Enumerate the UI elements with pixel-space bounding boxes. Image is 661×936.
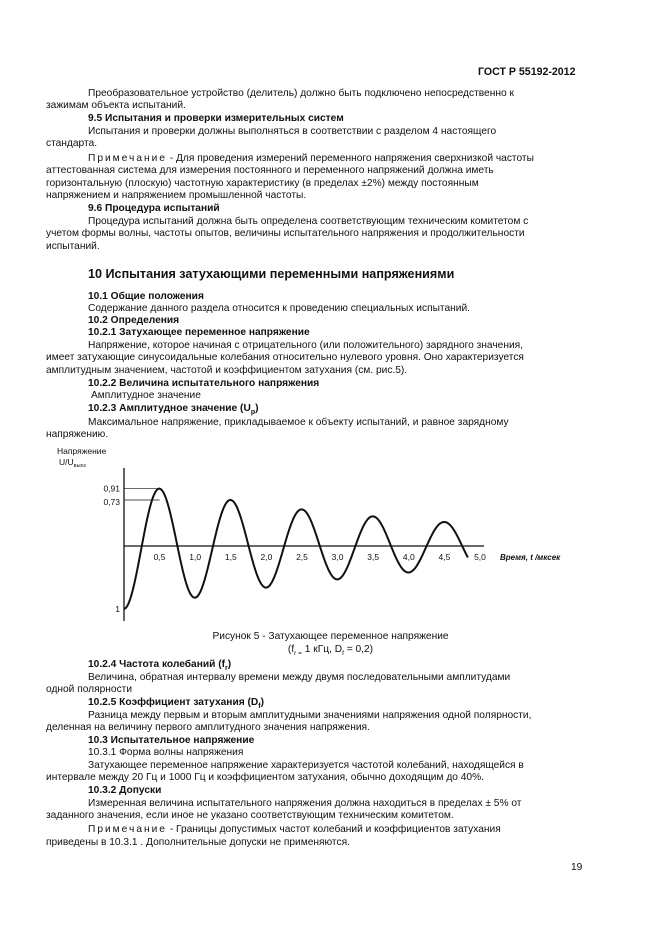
paragraph-line: Величина, обратная интервалу времени между двумя последовательными амплитудами — [88, 672, 511, 683]
paragraph-line: Амплитудное значение — [91, 390, 201, 401]
paragraph-line: Содержание данного раздела относится к проведению специальных испытаний. — [88, 303, 470, 314]
paragraph-line: одной полярности — [46, 684, 133, 695]
x-axis-label: Время, t /мксек — [500, 553, 561, 562]
subsection-title: 10.2.2 Величина испытательного напряжения — [88, 378, 320, 389]
note-line: Примечание - Для проведения измерений переменного напряжения сверхнизкой частоты — [88, 153, 534, 164]
note-line: приведены в 10.3.1 . Дополнительные допуски не применяются. — [46, 837, 350, 848]
x-tick-label: 3,5 — [367, 552, 380, 562]
figure-caption: Рисунок 5 - Затухающее переменное напряжение — [212, 631, 449, 642]
paragraph-line: заданного значения, если иное не указано соответствующим техническим комитетом. — [46, 810, 454, 821]
subsection-title: 10.3.2 Допуски — [88, 785, 162, 796]
x-tick-label: 2,5 — [296, 552, 308, 562]
x-tick-label: 3,0 — [331, 552, 344, 562]
subsection-title: 10.2.3 Амплитудное значение $(U_p)$ — [88, 403, 259, 417]
subsection-title: 10.2.1 Затухающее переменное напряжение — [88, 327, 310, 338]
x-tick-label: 4,0 — [402, 552, 415, 562]
paragraph-line: учетом формы волны, частоты опытов, величины испытательного напряжения и продолжительности — [46, 228, 525, 239]
paragraph-line: 10.3.1 Форма волны напряжения — [88, 747, 244, 758]
figure-parameters: ($f_{r =}$ 1 кГц, $D_f = 0,2$) — [287, 644, 374, 658]
x-tick-label: 1,5 — [224, 552, 237, 562]
section-title: 10 Испытания затухающими переменными напряжениями — [88, 267, 455, 281]
paragraph-line: Преобразовательное устройство (делитель) должно быть подключено непосредственно к — [88, 88, 514, 99]
y-axis-label-unit: $U/U_{выхз}$ — [59, 457, 86, 469]
paragraph-line: стандарта. — [46, 138, 98, 149]
x-tick-label: 5,0 — [474, 552, 486, 562]
paragraph-line: интервале между 20 Гц и 1000 Гц и коэффициентом затухания, обычно доходящим до 40%. — [46, 772, 484, 783]
subsection-title: 10.1 Общие положения — [88, 291, 204, 302]
y-tick-label: 0,73 — [103, 497, 120, 508]
paragraph-line: Испытания и проверки должны выполняться в соответствии с разделом 4 настоящего — [88, 126, 497, 137]
page-number: 19 — [571, 862, 583, 873]
note-line: Примечание - Границы допустимых частот колебаний и коэффициентов затухания — [88, 824, 501, 835]
note-line: аттестованная система для измерения постоянного и переменного напряжений должна иметь — [46, 165, 494, 176]
paragraph-line: Затухающее переменное напряжение характеризуется частотой колебаний, находящейся в — [88, 760, 524, 771]
damped-oscillation-curve — [124, 489, 468, 609]
paragraph-line: напряжению. — [46, 429, 109, 440]
paragraph-line: деленная на величину первого амплитудного значения напряжения. — [46, 722, 370, 733]
damped-voltage-chart — [44, 441, 561, 626]
x-tick-label: 1,0 — [189, 552, 202, 562]
y-tick-label: 1 — [115, 604, 120, 614]
x-tick-label: 0,5 — [153, 552, 166, 562]
paragraph-line: имеет затухающие синусоидальные колебания относительно нулевого уровня. Оно характеризуется — [46, 352, 524, 363]
note-label: Примечание — [88, 153, 167, 164]
x-tick-label: 2,0 — [260, 552, 273, 562]
y-axis-label: Напряжение — [57, 446, 107, 456]
y-tick-label: 0,91 — [103, 483, 120, 494]
paragraph-line: Измеренная величина испытательного напряжения должна находиться в пределах ± 5% от — [88, 798, 522, 809]
note-line: напряжением и напряжением промышленной частоты. — [46, 190, 307, 201]
paragraph-line: зажимам объекта испытаний. — [46, 100, 186, 111]
subsection-title: 10.2 Определения — [88, 315, 180, 326]
note-line: горизонтальную (плоскую) частотную характеристику (в пределах ±2%) между постоянным — [46, 178, 479, 189]
paragraph-line: испытаний. — [46, 241, 100, 252]
paragraph-line: амплитудным значением, частотой и коэффициентом затухания (см. рис.5). — [46, 365, 408, 376]
paragraph-line: Процедура испытаний должна быть определена соответствующим техническим комитетом с — [88, 216, 529, 227]
subsection-title: 9.5 Испытания и проверки измерительных систем — [88, 113, 344, 124]
paragraph-line: Напряжение, которое начиная с отрицательного (или положительного) зарядного значения, — [88, 340, 523, 351]
subsection-title: 10.3 Испытательное напряжение — [88, 735, 255, 746]
x-tick-label: 4,5 — [438, 552, 451, 562]
note-label: Примечание — [88, 824, 167, 835]
paragraph-line: Разница между первым и вторым амплитудными значениями напряжения одной полярности, — [88, 710, 532, 721]
document-code: ГОСТ Р 55192-2012 — [478, 66, 576, 78]
paragraph-line: Максимальное напряжение, прикладываемое к объекту испытаний, и равное зарядному — [88, 417, 509, 428]
subsection-title: 9.6 Процедура испытаний — [88, 203, 220, 214]
subsection-title: 10.2.5 Коэффициент затухания $(D_f)$ — [88, 697, 264, 711]
subsection-title: 10.2.4 Частота колебаний $(f_r)$ — [88, 659, 232, 673]
